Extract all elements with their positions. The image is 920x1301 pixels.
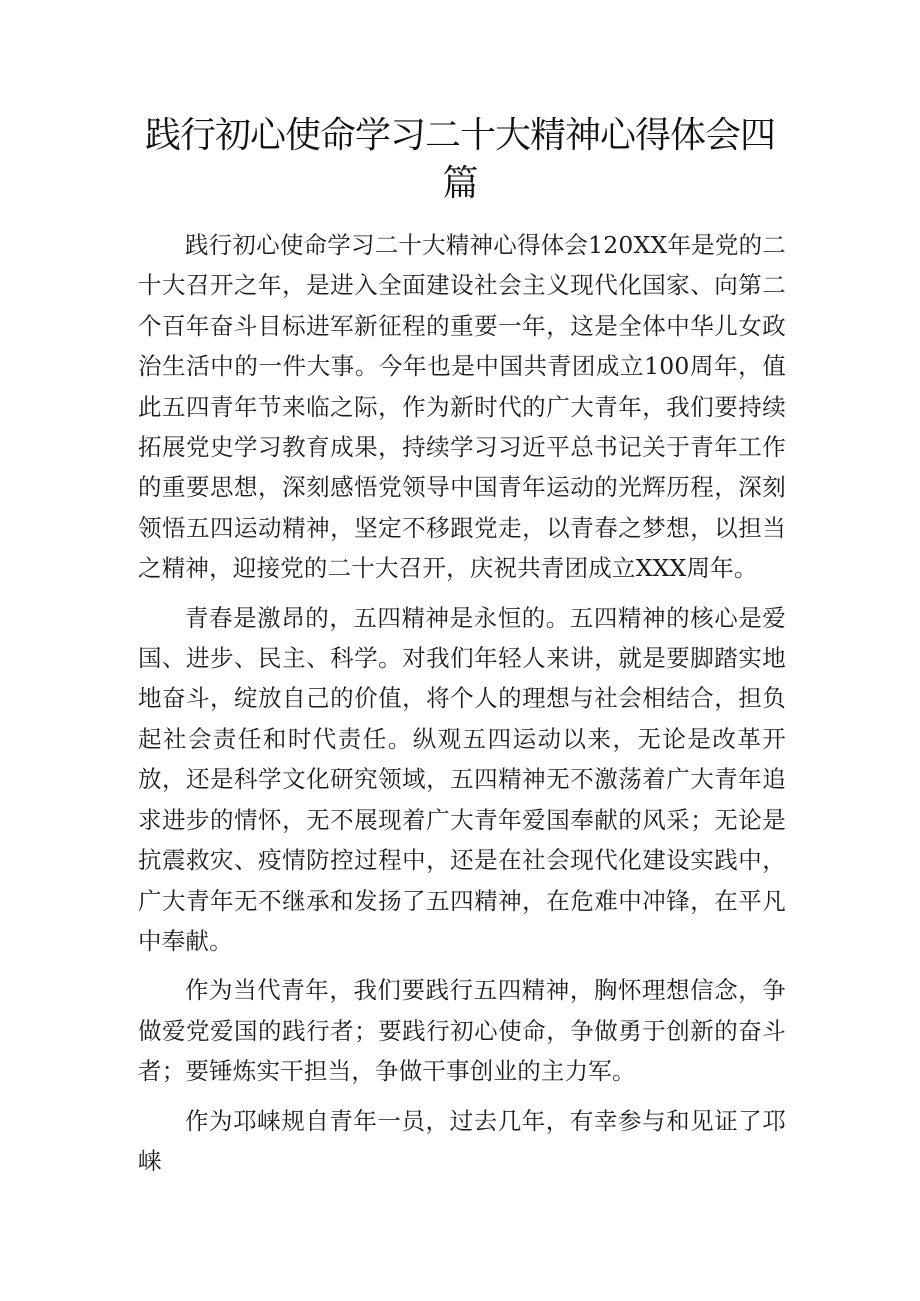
document-body <box>138 225 786 1190</box>
paragraph-4: 作为邛崃规自青年一员，过去几年，有幸参与和见证了邛崃 <box>138 1106 786 1175</box>
title-line-2: 篇 <box>442 163 478 204</box>
paragraph-2: 青春是激昂的，五四精神是永恒的。五四精神的核心是爱国、进步、民主、科学。对我们年轻人来讲，就是要脚踏实地地奋斗，绽放自己的价值，将个人的理想与社会相结合，担负起社会责任和时代责任。纵观五四运动以来，无论是改革开放，还是科学文化研究领域，五四精神无不激荡着广大青年追求进步的情怀，无不展现着广大青年爱国奉献的风采；无论是抗震救灾、疫情防控过程中，还是在社会现代化建设实践中，广大青年无不继承和发扬了五四精神，在危难中冲锋，在平凡中奉献。 <box>138 603 786 955</box>
title-line-1: 践行初心使命学习二十大精神心得体会四 <box>144 115 775 156</box>
document-title <box>120 112 800 208</box>
paragraph-1: 践行初心使命学习二十大精神心得体会120XX年是党的二十大召开之年，是进入全面建设社会主义现代化国家、向第二个百年奋斗目标进军新征程的重要一年，这是全体中华儿女政治生活中的一件大事。今年也是中国共青团成立100周年，值此五四青年节来临之际，作为新时代的广大青年，我们要持续拓展党史学习教育成果，持续学习习近平总书记关于青年工作的重要思想，深刻感悟党领导中国青年运动的光辉历程，深刻领悟五四运动精神，坚定不移跟党走，以青春之梦想，以担当之精神，迎接党的二十大召开，庆祝共青团成立XXX周年。 <box>138 231 786 583</box>
paragraph-3: 作为当代青年，我们要践行五四精神，胸怀理想信念，争做爱党爱国的践行者；要践行初心使命，争做勇于创新的奋斗者；要锤炼实干担当，争做干事创业的主力军。 <box>138 976 786 1086</box>
